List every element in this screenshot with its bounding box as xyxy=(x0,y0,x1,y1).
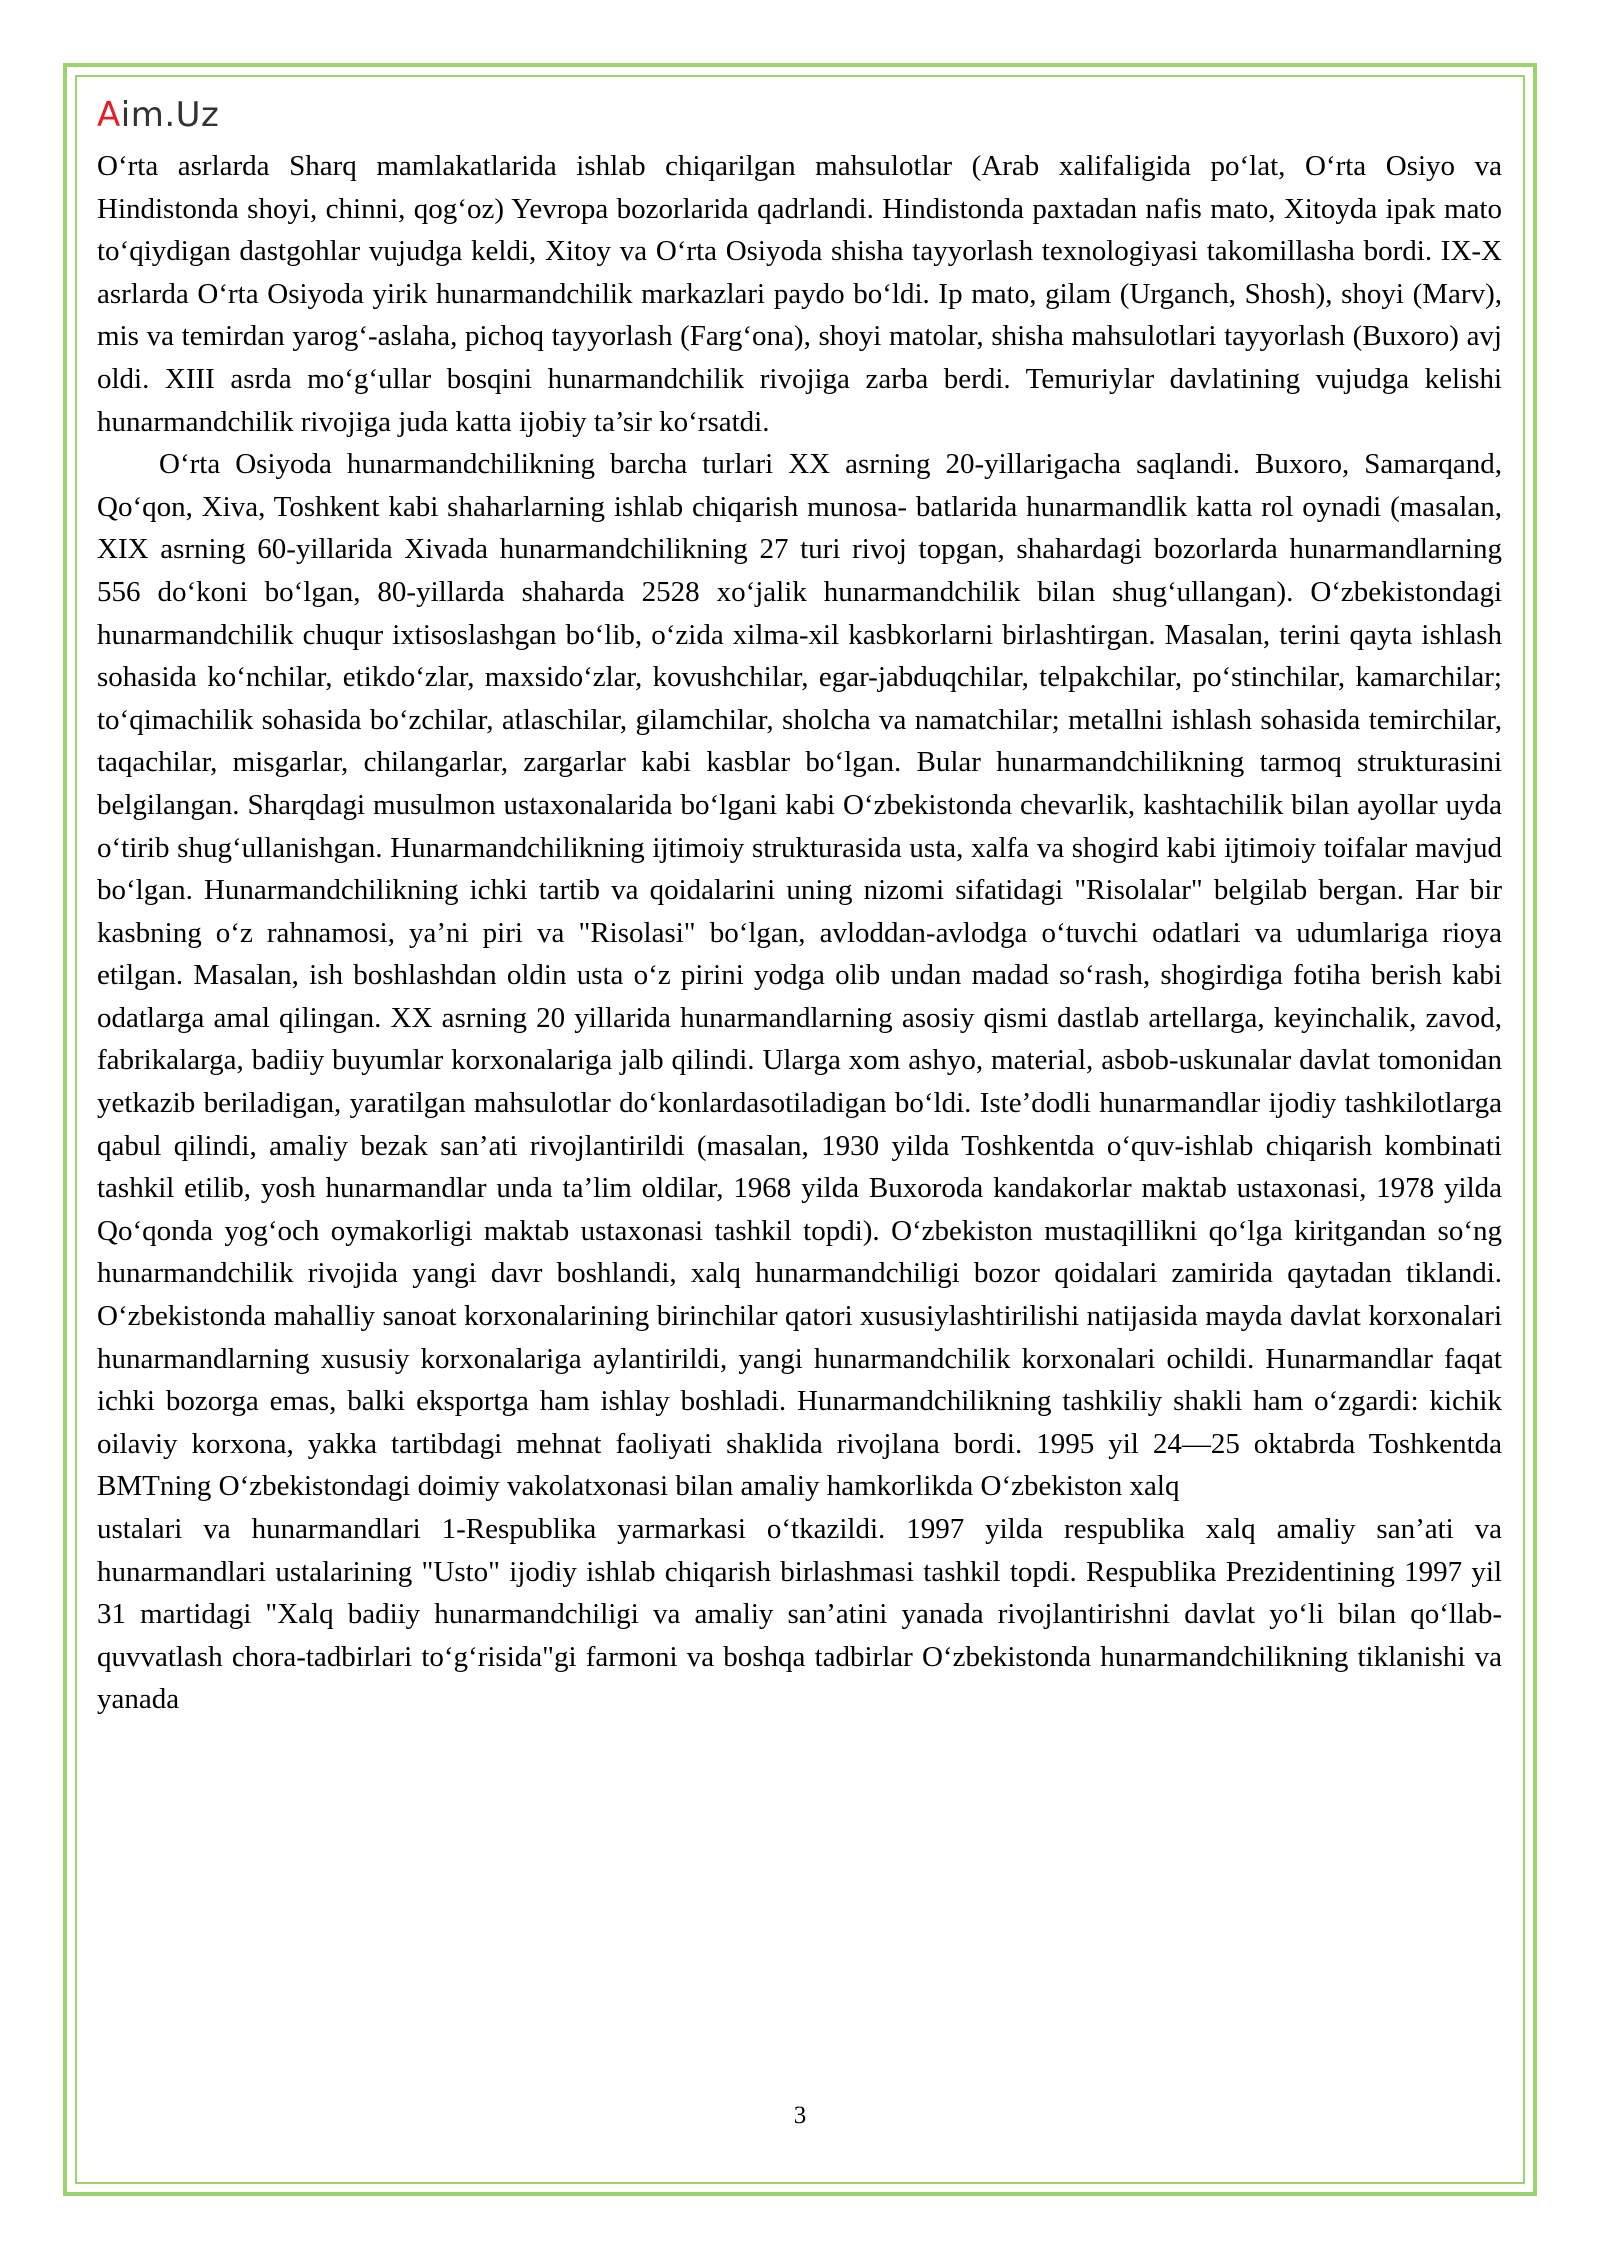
logo-rest: im.Uz xyxy=(120,95,220,135)
body-paragraph-3: ustalari va hunarmandlari 1-Respublika yarmarkasi o‘tkazildi. 1997 yilda respublika xalq amaliy san’ati va hunarmandlari ustalarining "Usto" ijodiy ishlab chiqarish birlashmasi tashkil topdi. Respublika Prezidentining 1997 yil 31 martidagi "Xalq badiiy hunarmandchiligi va amaliy san’atini yanada rivojlantirishni davlat yo‘li bilan qo‘llab-quvvatlash chora-tadbirlari to‘g‘risida"gi farmoni va boshqa tadbirlar O‘zbekistonda hunarmandchilikning tiklanishi va yanada xyxy=(97,1513,1502,1716)
document-body xyxy=(97,145,1502,1721)
body-paragraph-2: O‘rta Osiyoda hunarmandchilikning barcha turlari XX asrning 20-yillarigacha saqlandi. Buxoro, Samarqand, Qo‘qon, Xiva, Toshkent kabi shaharlarning ishlab chiqarish munosa- batlarida hunarmandlik katta rol oynadi (masalan, XIX asrning 60-yillarida Xivada hunarmandchilikning 27 turi rivoj topgan, shahardagi bozorlarda hunarmandlarning 556 do‘koni bo‘lgan, 80-yillarda shaharda 2528 xo‘jalik hunarmandchilik bilan shug‘ullangan). O‘zbekistondagi hunarmandchilik chuqur ixtisoslashgan bo‘lib, o‘zida xilma-xil kasbkorlarni birlashtirgan. Masalan, terini qayta ishlash sohasida ko‘nchilar, etikdo‘zlar, maxsido‘zlar, kovushchilar, egar-jabduqchilar, telpakchilar, po‘stinchilar, kamarchilar; to‘qimachilik sohasida bo‘zchilar, atlaschilar, gilamchilar, sholcha va namatchilar; metallni ishlash sohasida temirchilar, taqachilar, misgarlar, chilangarlar, zargarlar kabi kasblar bo‘lgan. Bular hunarmandchilikning tarmoq strukturasini belgilangan. Sharqdagi musulmon ustaxonalarida bo‘lgani kabi O‘zbekistonda chevarlik, kashtachilik bilan ayollar uyda o‘tirib shug‘ullanishgan. Hunarmandchilikning ijtimoiy strukturasida usta, xalfa va shogird kabi ijtimoiy toifalar mavjud bo‘lgan. Hunarmandchilikning ichki tartib va qoidalarini uning nizomi sifatidagi "Risolalar" belgilab bergan. Har bir kasbning o‘z rahnamosi, ya’ni piri va "Risolasi" bo‘lgan, avloddan-avlodga o‘tuvchi odatlari va udumlariga rioya etilgan. Masalan, ish boshlashdan oldin usta o‘z pirini yodga olib undan madad so‘rash, shogirdiga fotiha berish kabi odatlarga amal qilingan. XX asrning 20 yillarida hunarmandlarning asosiy qismi dastlab artellarga, keyinchalik, zavod, fabrikalarga, badiiy buyumlar korxonalariga jalb qilindi. Ularga xom ashyo, material, asbob-uskunalar davlat tomonidan yetkazib beriladigan, yaratilgan mahsulotlar do‘konlardasotiladigan bo‘ldi. Iste’dodli hunarmandlar ijodiy tashkilotlarga qabul qilindi, amaliy bezak san’ati rivojlantirildi (masalan, 1930 yilda Toshkentda o‘quv-ishlab chiqarish kombinati tashkil etilib, yosh hunarmandlar unda ta’lim oldilar, 1968 yilda Buxoroda kandakorlar maktab ustaxonasi, 1978 yilda Qo‘qonda yog‘och oymakorligi maktab ustaxonasi tashkil topdi). O‘zbekiston mustaqillikni qo‘lga kiritgandan so‘ng hunarmandchilik rivojida yangi davr boshlandi, xalq hunarmandchiligi bozor qoidalari zamirida qaytadan tiklandi. O‘zbekistonda mahalliy sanoat korxonalarining birinchilar qatori xususiylashtirilishi natijasida mayda davlat korxonalari hunarmandlarning xususiy korxonalariga aylantirildi, yangi hunarmandchilik korxonalari ochildi. Hunarmandlar faqat ichki bozorga emas, balki eksportga ham ishlay boshladi. Hunarmandchilikning tashkiliy shakli ham o‘zgardi: kichik oilaviy korxona, yakka tartibdagi mehnat faoliyati shaklida rivojlana bordi. 1995 yil 24—25 oktabrda Toshkentda BMTning O‘zbekistondagi doimiy vakolatxonasi bilan amaliy hamkorlikda O‘zbekiston xalq xyxy=(97,448,1502,1503)
page-number: 3 xyxy=(793,2102,807,2129)
site-logo[interactable] xyxy=(97,95,220,135)
body-paragraph-1: O‘rta asrlarda Sharq mamlakatlarida ishlab chiqarilgan mahsulotlar (Arab xalifaligida po‘lat, O‘rta Osiyo va Hindistonda shoyi, chinni, qog‘oz) Yevropa bozorlarida qadrlandi. Hindistonda paxtadan nafis mato, Xitoyda ipak mato to‘qiydigan dastgohlar vujudga keldi, Xitoy va O‘rta Osiyoda shisha tayyorlash texnologiyasi takomillasha bordi. IX-X asrlarda O‘rta Osiyoda yirik hunarmandchilik markazlari paydo bo‘ldi. Ip mato, gilam (Urganch, Shosh), shoyi (Marv), mis va temirdan yarog‘-aslaha, pichoq tayyorlash (Farg‘ona), shoyi matolar, shisha mahsulotlari tayyorlash (Buxoro) avj oldi. XIII asrda mo‘g‘ullar bosqini hunarmandchilik rivojiga zarba berdi. Temuriylar davlatining vujudga kelishi hunarmandchilik rivojiga juda katta ijobiy ta’sir ko‘rsatdi. xyxy=(97,150,1502,438)
logo-first-letter: A xyxy=(97,95,121,135)
